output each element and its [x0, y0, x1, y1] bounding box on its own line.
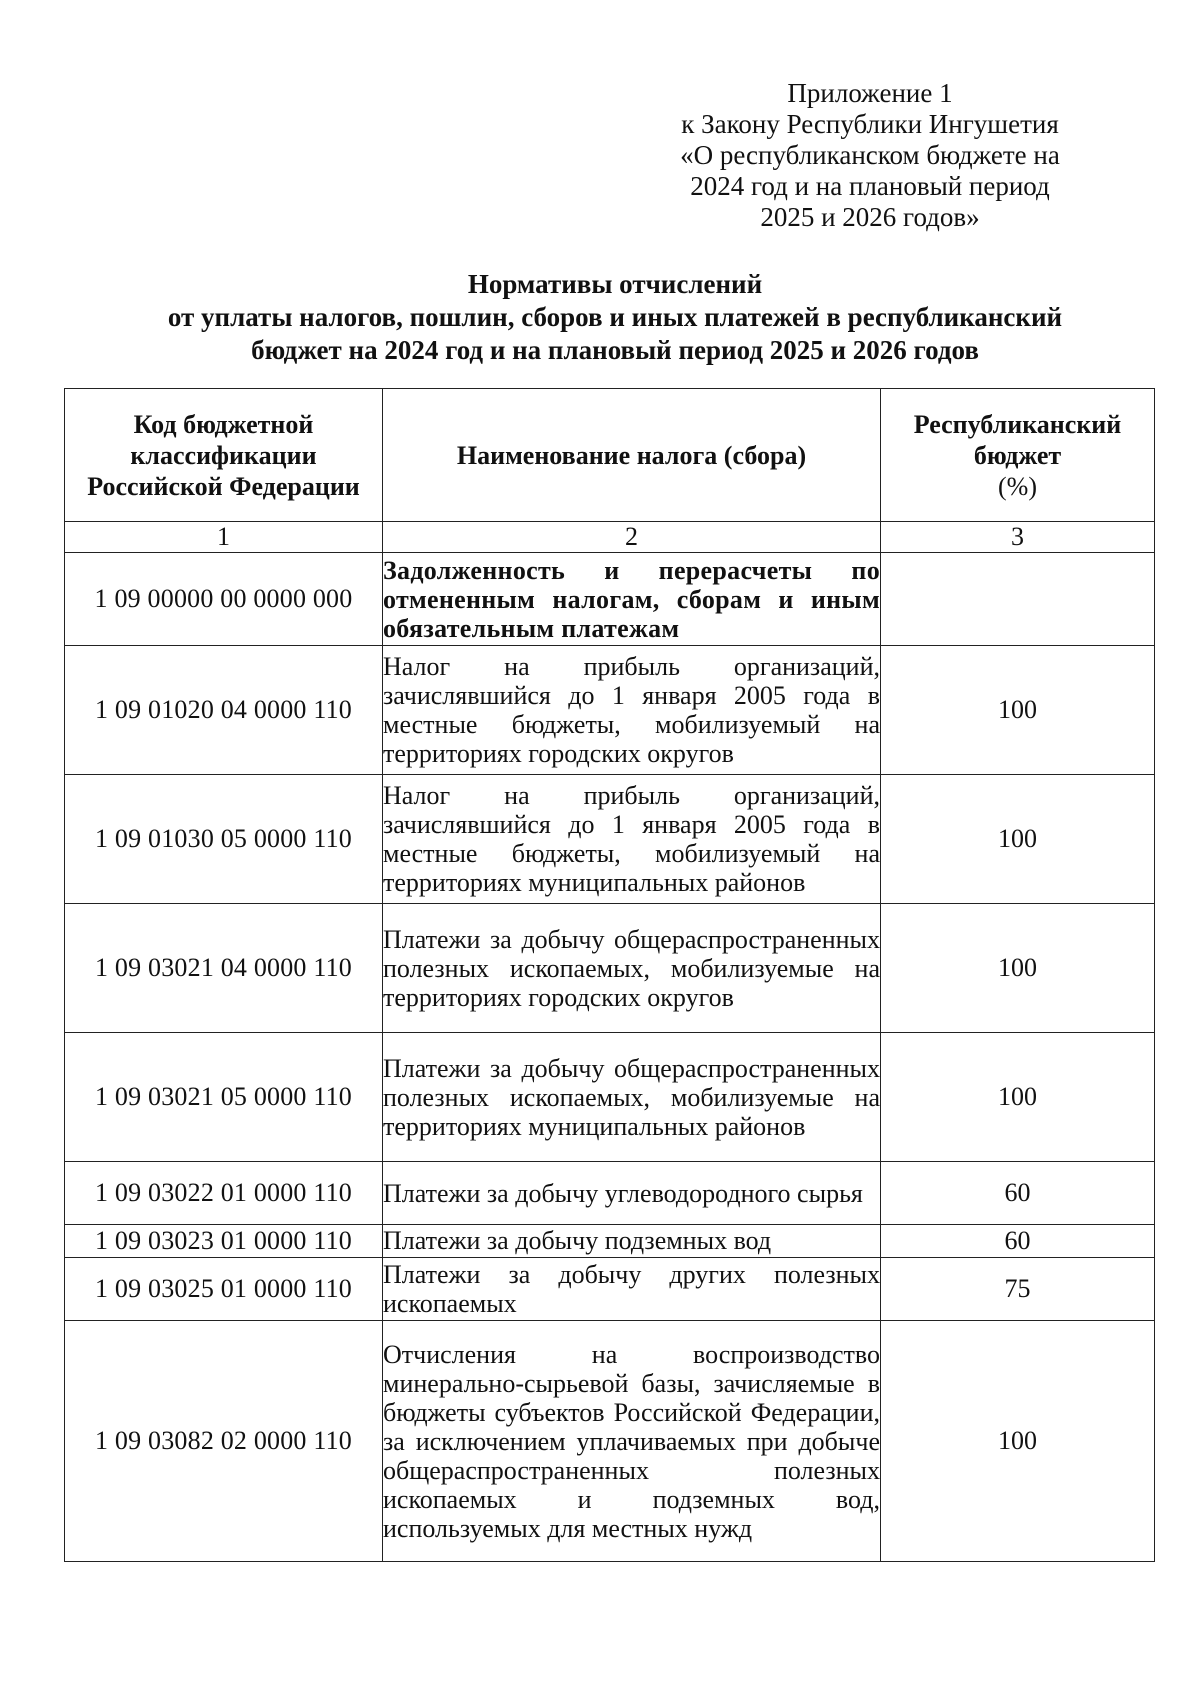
- header-republic-budget-label: Республиканский бюджет: [913, 409, 1122, 470]
- norms-table: [64, 388, 1155, 1562]
- budget-code-cell: 1 09 03021 04 0000 110: [65, 904, 383, 1033]
- tax-name-cell: Платежи за добычу углеводородного сырья: [383, 1162, 881, 1225]
- table-row: [65, 775, 1155, 904]
- title-line: от уплаты налогов, пошлин, сборов и иных платежей в республиканский: [167, 302, 1063, 332]
- column-number: 3: [881, 522, 1155, 553]
- table-row: [65, 1162, 1155, 1225]
- table-row: [65, 646, 1155, 775]
- percent-cell: 75: [881, 1258, 1155, 1321]
- percent-cell: 100: [881, 775, 1155, 904]
- table-row: [65, 1225, 1155, 1258]
- table-row: [65, 553, 1155, 646]
- percent-cell: 100: [881, 1321, 1155, 1562]
- budget-code-cell: 1 09 01020 04 0000 110: [65, 646, 383, 775]
- header-republic-budget: [881, 389, 1155, 522]
- budget-code-cell: 1 09 03023 01 0000 110: [65, 1225, 383, 1258]
- table-row: [65, 1258, 1155, 1321]
- tax-name-cell: Отчисления на воспроизводство минерально-сырьевой базы, зачисляемые в бюджеты субъектов Российской Федерации, за исключением уплачиваемых при добыче общераспространенных полезных ископаемых и подземных вод, используемых для местных нужд: [383, 1321, 881, 1562]
- appendix-line: «О республиканском бюджете на: [680, 140, 1060, 170]
- appendix-line: 2025 и 2026 годов»: [760, 202, 980, 232]
- tax-name-cell: Платежи за добычу общераспространенных полезных ископаемых, мобилизуемые на территориях муниципальных районов: [383, 1033, 881, 1162]
- percent-cell: [881, 553, 1155, 646]
- header-budget-code: Код бюджетной классификации Российской Федерации: [65, 389, 383, 522]
- percent-cell: 100: [881, 904, 1155, 1033]
- percent-cell: 60: [881, 1162, 1155, 1225]
- budget-code-cell: 1 09 00000 00 0000 000: [65, 553, 383, 646]
- table-row: [65, 1321, 1155, 1562]
- budget-code-cell: 1 09 03022 01 0000 110: [65, 1162, 383, 1225]
- column-number: 2: [383, 522, 881, 553]
- budget-code-cell: 1 09 03021 05 0000 110: [65, 1033, 383, 1162]
- title-line: бюджет на 2024 год и на плановый период 2025 и 2026 годов: [251, 335, 979, 365]
- budget-code-cell: 1 09 01030 05 0000 110: [65, 775, 383, 904]
- percent-cell: 100: [881, 1033, 1155, 1162]
- tax-name-cell: Платежи за добычу подземных вод: [383, 1225, 881, 1258]
- budget-code-cell: 1 09 03082 02 0000 110: [65, 1321, 383, 1562]
- tax-name-cell: Задолженность и перерасчеты по отмененным налогам, сборам и иным обязательным платежам: [383, 553, 881, 646]
- tax-name-cell: Платежи за добычу других полезных ископаемых: [383, 1258, 881, 1321]
- appendix-line: 2024 год и на плановый период: [690, 171, 1050, 201]
- appendix-line: Приложение 1: [787, 78, 953, 108]
- budget-code-cell: 1 09 03025 01 0000 110: [65, 1258, 383, 1321]
- percent-cell: 60: [881, 1225, 1155, 1258]
- header-tax-name: Наименование налога (сбора): [383, 389, 881, 522]
- percent-cell: 100: [881, 646, 1155, 775]
- appendix-line: к Закону Республики Ингушетия: [681, 109, 1059, 139]
- column-number-row: [65, 522, 1155, 553]
- document-title: [60, 268, 1170, 367]
- title-line: Нормативы отчислений: [467, 269, 763, 299]
- tax-name-cell: Налог на прибыль организаций, зачислявшийся до 1 января 2005 года в местные бюджеты, мобилизуемый на территориях городских округов: [383, 646, 881, 775]
- table-row: [65, 904, 1155, 1033]
- tax-name-cell: Налог на прибыль организаций, зачислявшийся до 1 января 2005 года в местные бюджеты, мобилизуемый на территориях муниципальных районов: [383, 775, 881, 904]
- header-percent-unit: (%): [998, 471, 1037, 501]
- table-header-row: [65, 389, 1155, 522]
- column-number: 1: [65, 522, 383, 553]
- table-row: [65, 1033, 1155, 1162]
- appendix-heading: [640, 78, 1100, 233]
- tax-name-cell: Платежи за добычу общераспространенных полезных ископаемых, мобилизуемые на территориях городских округов: [383, 904, 881, 1033]
